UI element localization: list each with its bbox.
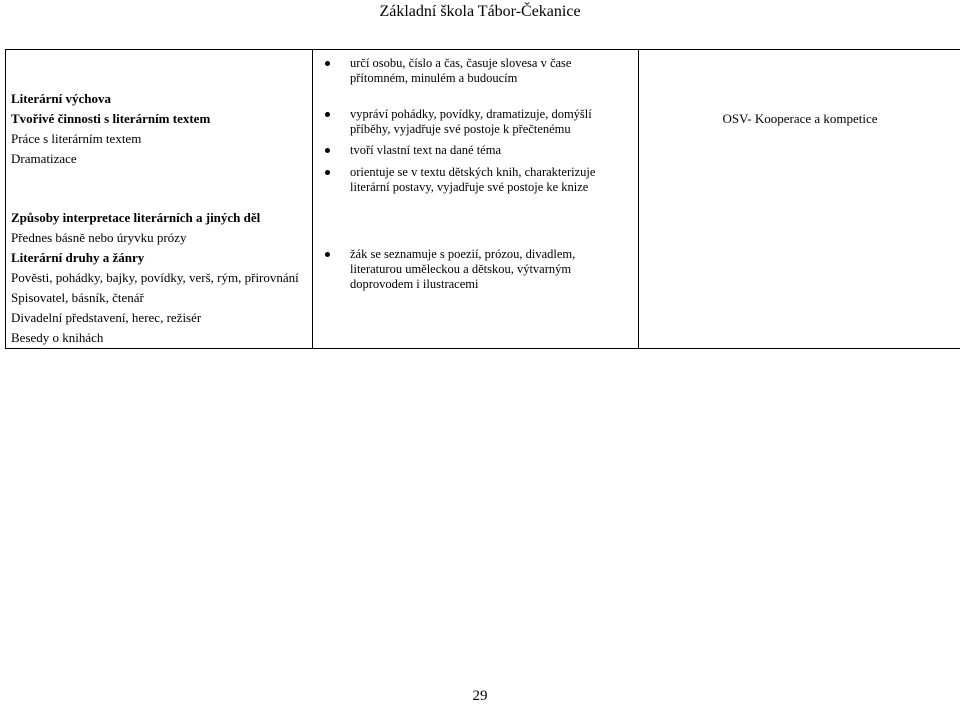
outcome-text: tvoří vlastní text na dané téma [350,143,501,157]
content-line-interpretation-methods: Způsoby interpretace literárních a jiných děl [11,210,261,225]
content-line-writer-poet-reader: Spisovatel, básník, čtenář [11,290,144,305]
content-line-recitation: Přednes básně nebo úryvku prózy [11,230,187,245]
bullet-icon [325,170,330,175]
crosscutting-column-cell [639,50,960,349]
content-line-creative-activities: Tvořivé činnosti s literárním textem [11,111,211,126]
outcome-text: orientuje se v textu dětských knih, charakterizuje literární postavy, vyjadřuje své postoje ke knize [350,165,596,194]
content-list [6,50,312,348]
list-item [313,143,638,158]
bullet-icon [325,148,330,153]
content-line-legends-fairytales: Pověsti, pohádky, bajky, povídky, verš, rým, přirovnání [11,270,299,285]
crosscutting-theme: OSV- Kooperace a kompetice [722,111,878,126]
outcome-text: vypráví pohádky, povídky, dramatizuje, domýšlí příběhy, vyjadřuje své postoje k přečtenému [350,107,592,136]
curriculum-table [5,49,960,349]
bullet-icon [325,252,330,257]
outcomes-column-cell [313,50,639,349]
table-row [6,50,960,349]
page-header-title: Základní škola Tábor-Čekanice [379,3,581,20]
list-item [313,247,638,292]
list-item [313,107,638,137]
outcome-text: žák se seznamuje s poezií, prózou, divadlem, literaturou uměleckou a dětskou, výtvarným doprovodem i ilustracemi [350,247,576,291]
page-number: 29 [472,688,488,704]
bullet-icon [325,112,330,117]
outcomes-list [313,50,638,292]
list-item [313,165,638,195]
content-line-dramatization: Dramatizace [11,151,77,166]
bullet-icon [325,61,330,66]
list-item [313,56,638,86]
content-line-text-work: Práce s literárním textem [11,131,142,146]
content-line-theatre: Divadelní představení, herec, režisér [11,310,202,325]
content-line-literary-education: Literární výchova [11,91,112,106]
outcome-text: určí osobu, číslo a čas, časuje slovesa v čase přítomném, minulém a budoucím [350,56,572,85]
content-line-literary-genres: Literární druhy a žánry [11,250,145,265]
content-line-book-talks: Besedy o knihách [11,330,104,345]
content-column-cell [6,50,313,349]
